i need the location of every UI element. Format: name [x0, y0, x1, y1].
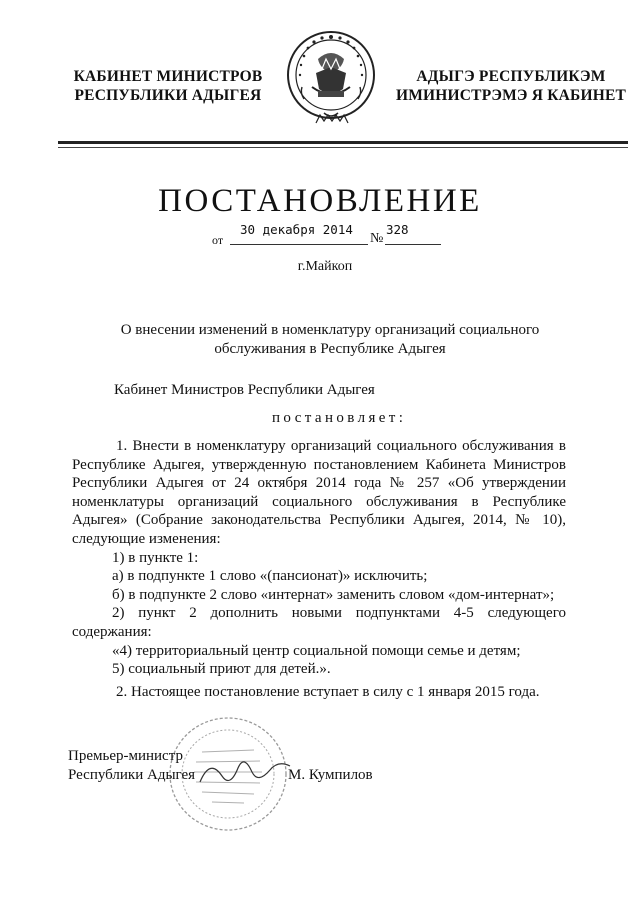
number-prefix: № — [370, 231, 384, 246]
list-item: 5) социальный приют для детей.». — [112, 661, 331, 678]
number-value: 328 — [386, 222, 409, 237]
resolves-word: постановляет: — [272, 410, 407, 426]
handwritten-signature — [196, 752, 296, 792]
issuer-name-adyghe-line1: АДЫГЭ РЕСПУБЛИКЭМ — [416, 68, 606, 85]
date-prefix: от — [212, 233, 224, 247]
number-underline — [385, 244, 441, 245]
date-underline — [230, 244, 368, 245]
issuer-name-russian-line1: КАБИНЕТ МИНИСТРОВ — [73, 68, 263, 85]
paragraph-1-text: 1. Внести в номенклатуру организаций социального обслуживания в Республике Адыгея, утвержденную постановлением Кабинета Министров Республики Адыгея от 24 октября 2014 года № 257 «Об утверждении номенклатуры организаций социального обслуживания в Республике Адыгея» (Собрание законодательства Республики Адыгея, 2014, № 10), следующие изменения: — [72, 438, 566, 547]
list-item: б) в подпункте 2 слово «интернат» заменить словом «дом-интернат»; — [112, 586, 555, 603]
paragraph-1 — [72, 437, 566, 679]
header-divider-thin — [58, 147, 628, 148]
subject-line1: О внесении изменений в номенклатуру организаций социального — [120, 322, 540, 338]
coat-of-arms-adygea-icon — [284, 25, 378, 133]
paragraph-2 — [72, 683, 566, 702]
list-item — [72, 604, 566, 641]
issuer-name-russian — [68, 67, 268, 105]
header-divider-thick — [58, 141, 628, 144]
list-item: а) в подпункте 1 слово «(пансионат)» исключить; — [112, 568, 428, 585]
list-item: 1) в пункте 1: — [112, 549, 199, 566]
preamble: Кабинет Министров Республики Адыгея — [114, 382, 375, 398]
issuer-name-adyghe — [394, 67, 628, 105]
document-title: ПОСТАНОВЛЕНИЕ — [158, 183, 482, 219]
subject-line2: обслуживания в Республике Адыгея — [214, 341, 446, 357]
signatory-name: М. Кумпилов — [288, 767, 373, 783]
list-item: «4) территориальный центр социальной помощи семье и детям; — [112, 642, 521, 659]
paragraph-2-text: 2. Настоящее постановление вступает в силу с 1 января 2015 года. — [116, 684, 540, 700]
date-value: 30 декабря 2014 — [240, 222, 353, 237]
issuer-name-russian-line2: РЕСПУБЛИКИ АДЫГЕЯ — [74, 87, 262, 104]
city: г.Майкоп — [297, 259, 353, 274]
date-number-row — [196, 222, 456, 248]
signatory-position-line2: Республики Адыгея — [68, 767, 196, 783]
issuer-name-adyghe-line2: ИМИНИСТРЭМЭ Я КАБИНЕТ — [395, 87, 627, 104]
signatory-position-line1: Премьер-министр — [68, 748, 183, 764]
list-item-text: 2) пункт 2 дополнить новыми подпунктами 4-5 следующего содержания: — [72, 605, 566, 640]
document-subject — [60, 321, 600, 359]
